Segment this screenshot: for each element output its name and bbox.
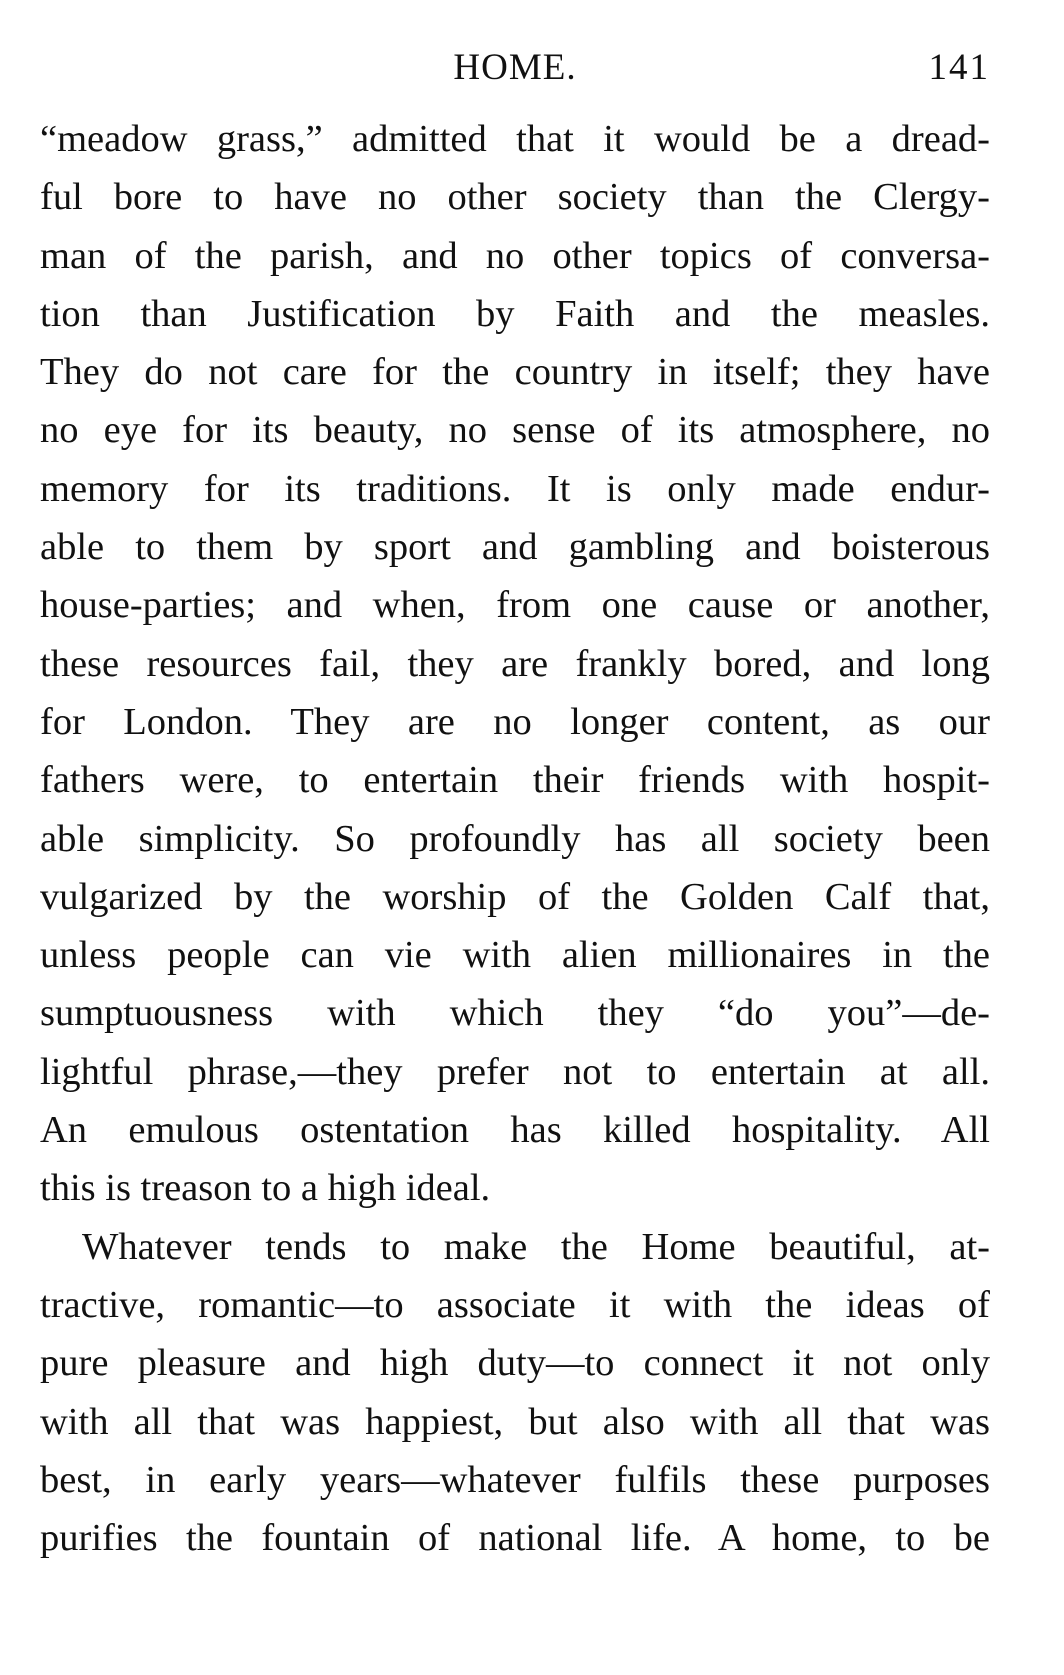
- text-line: man of the parish, and no other topics of conversa-: [40, 234, 990, 277]
- text-line: ful bore to have no other society than the Clergy-: [40, 176, 990, 219]
- text-line: “meadow grass,” admitted that it would be a dread-: [40, 118, 990, 160]
- text-line: vulgarized by the worship of the Golden Calf that,: [40, 875, 990, 918]
- text-line: lightful phrase,—they prefer not to entertain at all.: [40, 1050, 990, 1093]
- body-text: [40, 110, 990, 1567]
- text-line: with all that was happiest, but also with all that was: [40, 1400, 990, 1443]
- text-line: this is treason to a high ideal.: [40, 1167, 491, 1210]
- text-line: pure pleasure and high duty—to connect it not only: [40, 1342, 990, 1385]
- running-head: [40, 44, 990, 92]
- running-title: HOME.: [453, 47, 577, 88]
- text-line: They do not care for the country in itself; they have: [40, 351, 990, 394]
- text-line: house-parties; and when, from one cause or another,: [40, 584, 990, 627]
- text-line: An emulous ostentation has killed hospitality. All: [40, 1109, 990, 1152]
- text-line: purifies the fountain of national life. A home, to be: [40, 1517, 990, 1560]
- text-line: tractive, romantic—to associate it with the ideas of: [40, 1283, 990, 1326]
- text-line: sumptuousness with which they “do you”—de-: [40, 992, 990, 1035]
- paragraph-1: [40, 110, 990, 1218]
- paragraph-2: [40, 1218, 990, 1568]
- text-line: for London. They are no longer content, as our: [40, 700, 990, 743]
- text-line: fathers were, to entertain their friends with hospit-: [40, 759, 990, 802]
- text-line: these resources fail, they are frankly bored, and long: [40, 642, 990, 685]
- text-line: best, in early years—whatever fulfils these purposes: [40, 1458, 990, 1501]
- text-line: able to them by sport and gambling and boisterous: [40, 526, 990, 569]
- page-number: 141: [928, 47, 990, 88]
- text-line: no eye for its beauty, no sense of its atmosphere, no: [40, 409, 990, 452]
- text-line: unless people can vie with alien millionaires in the: [40, 934, 990, 977]
- text-line: Whatever tends to make the Home beautiful, at-: [82, 1225, 990, 1268]
- text-line: tion than Justification by Faith and the measles.: [40, 292, 990, 335]
- text-line: memory for its traditions. It is only made endur-: [40, 467, 990, 510]
- text-line: able simplicity. So profoundly has all society been: [40, 817, 990, 860]
